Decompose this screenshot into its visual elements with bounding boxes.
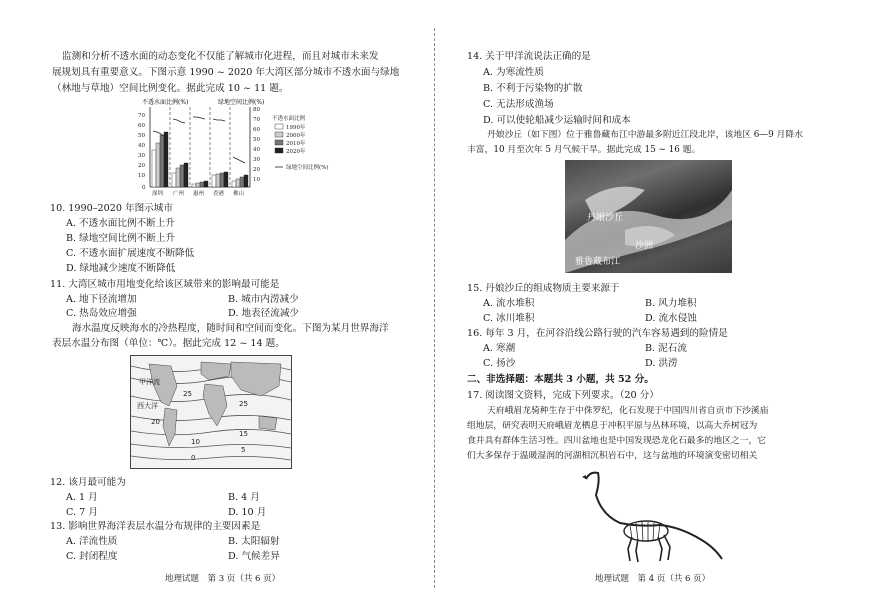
- green-axis-label: 绿地空间比例(%): [218, 99, 265, 106]
- q17-stem: 17. 阅读图文资料，完成下列要求。（20 分）: [467, 390, 659, 401]
- q13-option: D. 气候差异: [228, 551, 280, 562]
- q10-option: B. 绿地空间比例不断上升: [66, 233, 176, 244]
- intro2-line-1: 海水温度反映海水的冷热程度，随时间和空间而变化。下图为某月世界海洋: [72, 323, 389, 334]
- left-tick: 30: [138, 153, 145, 159]
- q17-line: 组地层，研究表明天府峨眉龙栖息于冲积平原与丛林环境，以高大乔树冠为: [467, 421, 758, 431]
- left-tick: 50: [138, 133, 145, 139]
- legend-year: 2010年: [286, 141, 306, 147]
- intro3-line-2: 丰富，10 月至次年 5 月气候干旱。据此完成 15 ~ 16 题。: [467, 145, 701, 155]
- legend-year: 1990年: [286, 125, 306, 131]
- isotherm-label: 25: [239, 400, 248, 408]
- city-label: 惠州: [193, 191, 205, 197]
- left-tick: 60: [138, 123, 145, 129]
- q14-option: D. 可以使轮船减少运输时间和成本: [483, 115, 631, 126]
- q14-option: B. 不利于污染物的扩散: [483, 83, 583, 94]
- isotherm-label: 20: [151, 418, 160, 426]
- q12-option: D. 10 月: [228, 507, 267, 518]
- right-tick: 50: [253, 137, 260, 143]
- legend-line: 绿地空间比例(%): [286, 165, 329, 171]
- q13-option: A. 洋流性质: [66, 536, 118, 547]
- legend-title: 不透水面比例: [272, 116, 306, 122]
- city-label: 深圳: [152, 191, 164, 197]
- dune-label: 丹娘沙丘: [587, 213, 624, 223]
- isotherm-label: 5: [241, 446, 246, 454]
- q15-option: D. 流水侵蚀: [645, 313, 697, 324]
- q11-option: C. 热岛效应增强: [66, 308, 137, 319]
- q17-line: 天府峨眉龙骑种生存于中侏罗纪，化石发现于中国四川省自贡市下沙溪庙: [487, 406, 769, 416]
- right-tick: 30: [253, 157, 260, 163]
- intro2-line-2: 表层水温分布图（单位：℃）。据此完成 12 ~ 14 题。: [52, 338, 285, 349]
- left-tick: 20: [138, 163, 145, 169]
- q14-stem: 14. 关于甲洋流说法正确的是: [467, 51, 591, 62]
- dinosaur-skeleton-image: [580, 465, 725, 565]
- left-tick: 10: [138, 173, 145, 179]
- q16-option: C. 扬沙: [483, 358, 516, 369]
- q16-option: B. 泥石流: [645, 343, 687, 354]
- legend-year: 2000年: [286, 133, 306, 139]
- left-tick: 40: [138, 143, 145, 149]
- q15-stem: 15. 丹娘沙丘的组成物质主要来源于: [467, 283, 620, 294]
- page-footer-right: 地理试题 第 4 页（共 6 页）: [595, 574, 711, 584]
- right-tick: 20: [253, 167, 260, 173]
- river-label: 雅鲁藏布江: [575, 257, 621, 267]
- right-page-lower: [435, 0, 870, 615]
- city-label: 广州: [173, 191, 185, 197]
- city-label: 香港: [213, 191, 225, 197]
- section-2-heading: 二、非选择题：本题共 3 小题，共 52 分。: [467, 374, 654, 385]
- isotherm-label: 0: [191, 454, 196, 462]
- q15-option: C. 冰川堆积: [483, 313, 535, 324]
- q11-option: D. 地表径流减少: [228, 308, 300, 319]
- q12-option: A. 1 月: [66, 492, 98, 503]
- legend-year: 2020年: [286, 149, 306, 155]
- q16-option: A. 寒潮: [483, 343, 516, 354]
- left-tick: 70: [138, 113, 145, 119]
- q11-option: A. 地下径流增加: [66, 294, 137, 305]
- q15-option: A. 流水堆积: [483, 298, 535, 309]
- q12-stem: 12. 该月最可能为: [50, 477, 126, 488]
- q13-option: C. 封闭程度: [66, 551, 118, 562]
- q10-option: D. 绿地减少速度不断降低: [66, 263, 176, 274]
- city-label: 佛山: [233, 191, 245, 197]
- intro-line-1: 监测和分析不透水面的动态变化不仅能了解城市化进程，而且对城市未来发: [62, 51, 379, 62]
- intro-line-3: （林地与草地）空间比例变化。据此完成 10 ~ 11 题。: [52, 83, 289, 94]
- q13-stem: 13. 影响世界海洋表层水温分布规律的主要因素是: [50, 521, 261, 532]
- q10-stem: 10. 1990–2020 年图示城市: [50, 203, 173, 214]
- q12-option: C. 7 月: [66, 507, 98, 518]
- q11-option: B. 城市内涝减少: [228, 294, 299, 305]
- sea-temperature-map: [130, 355, 292, 469]
- intro3-line-1: 丹娘沙丘（如下图）位于雅鲁藏布江中游最多附近江段北岸，该地区 6—9 月降水: [487, 130, 803, 140]
- current-label: 甲洋流: [139, 378, 160, 386]
- impervious-axis-label: 不透水面比例(%): [142, 99, 189, 106]
- isotherm-label: 25: [183, 390, 192, 398]
- q17-line: 们大多保存于温暖湿润的河湖相沉积岩石中，这与盆地的环境演变密切相关: [467, 451, 758, 461]
- intro-line-2: 展规划具有重要意义。下图示意 1990 ~ 2020 年大湾区部分城市不透水面与绿地: [52, 67, 400, 78]
- q10-option: A. 不透水面比例不断上升: [66, 218, 175, 229]
- isotherm-label: 15: [239, 430, 248, 438]
- right-tick: 70: [253, 117, 260, 123]
- q13-option: B. 太阳辐射: [228, 536, 280, 547]
- right-tick: 80: [253, 107, 260, 113]
- q12-option: B. 4 月: [228, 492, 260, 503]
- right-tick: 60: [253, 127, 260, 133]
- q15-option: B. 风力堆积: [645, 298, 697, 309]
- q14-option: C. 无法形成渔场: [483, 99, 554, 110]
- q14-option: A. 为寒流性质: [483, 67, 544, 78]
- q11-stem: 11. 大湾区城市用地变化给该区域带来的影响最可能是: [50, 279, 280, 290]
- isotherm-label: 10: [191, 438, 200, 446]
- q10-option: C. 不透水面扩展速度不断降低: [66, 248, 195, 259]
- right-tick: 10: [253, 177, 260, 183]
- ocean-label: 西大洋: [137, 402, 158, 410]
- q16-option: D. 洪涝: [645, 358, 678, 369]
- q16-stem: 16. 每年 3 月，在河谷沿线公路行驶的汽车容易遇到的险情是: [467, 328, 728, 339]
- sandbar-label: 沙洲: [635, 241, 654, 251]
- q17-line: 食并具有群体生活习性。四川盆地也是中国发现恐龙化石最多的地区之一，它: [467, 436, 767, 446]
- page-footer-left: 地理试题 第 3 页（共 6 页）: [165, 574, 281, 584]
- right-tick: 40: [253, 147, 260, 153]
- left-tick: 0: [142, 185, 146, 191]
- urban-land-chart: [130, 95, 340, 203]
